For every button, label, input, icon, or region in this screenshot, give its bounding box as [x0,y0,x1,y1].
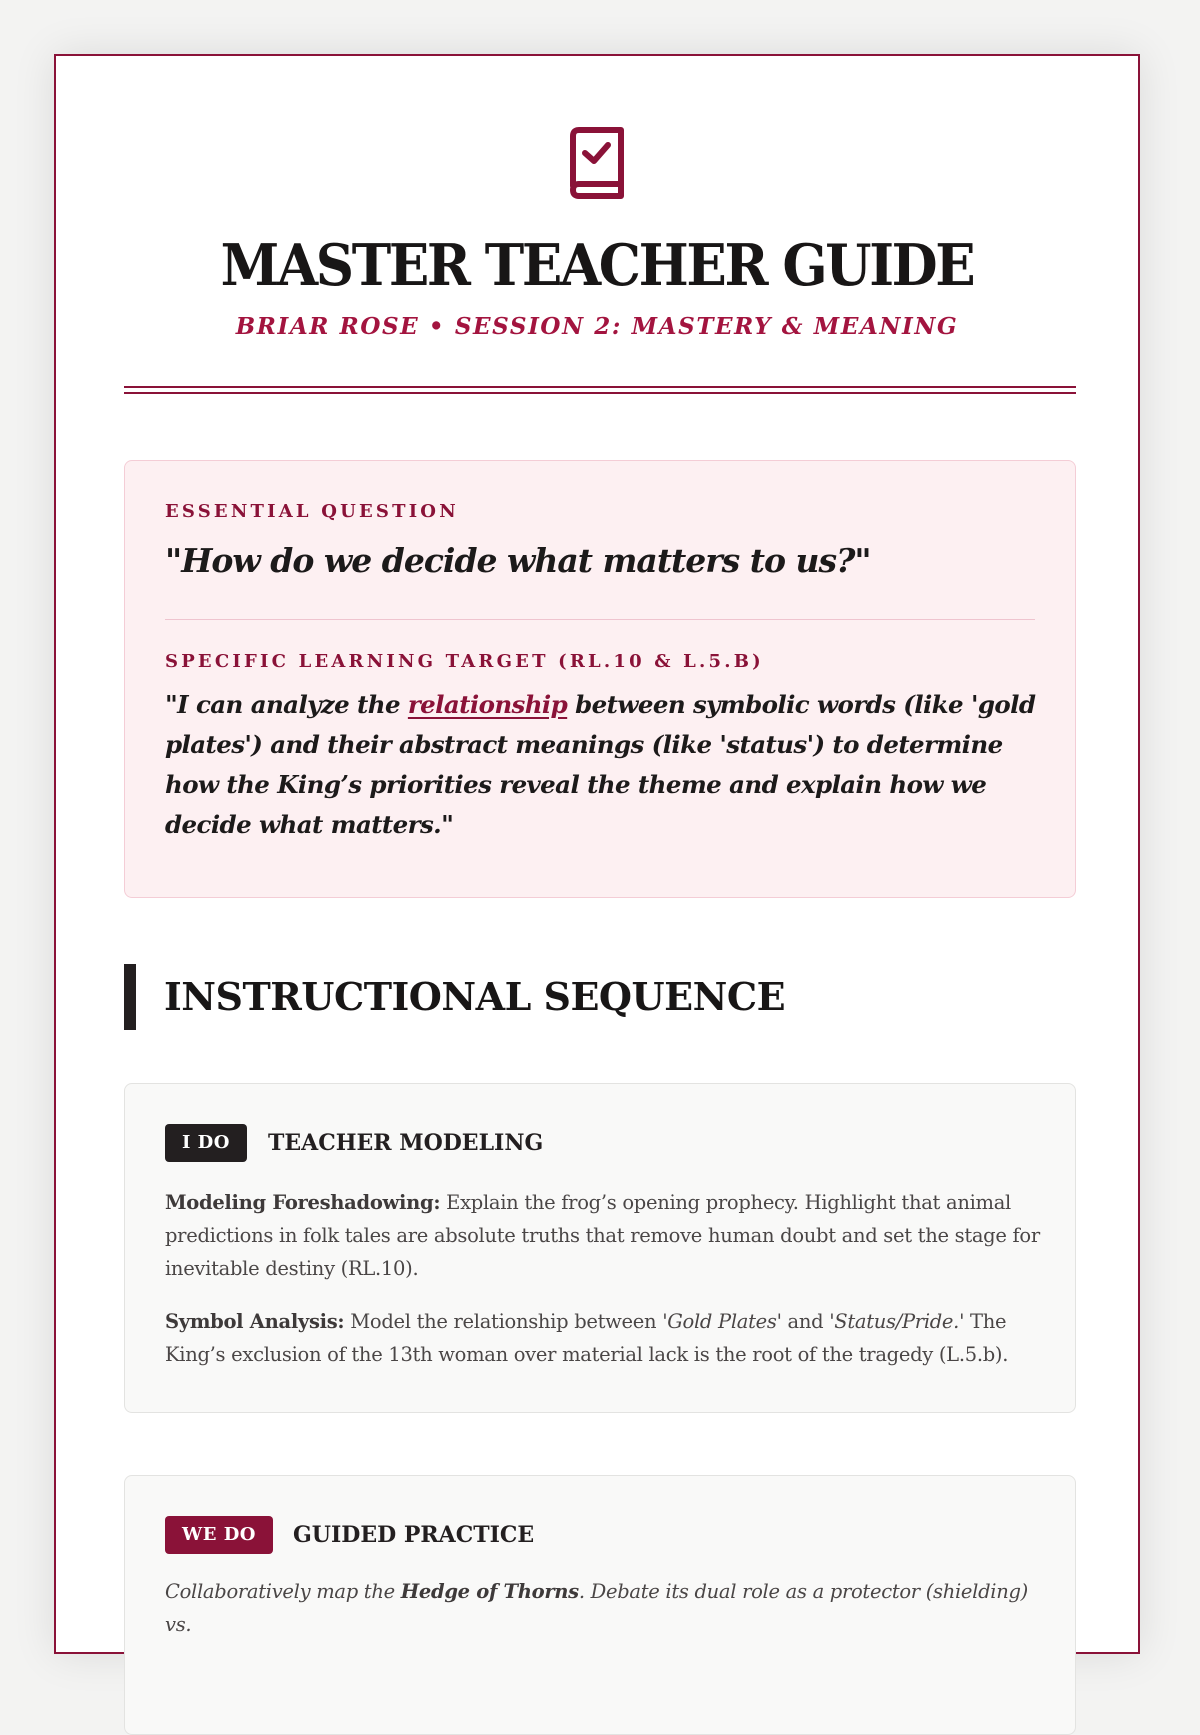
we-do-badge: WE DO [165,1516,273,1554]
target-emphasis: relationship [407,690,568,719]
section-title: INSTRUCTIONAL SEQUENCE [164,974,786,1019]
page-subtitle: BRIAR ROSE • SESSION 2: MASTERY & MEANING [235,313,959,340]
guide-page [54,54,1140,1654]
paragraph-text: and [781,1310,830,1333]
essential-question-label: ESSENTIAL QUESTION [165,501,459,522]
modeling-foreshadowing-paragraph [165,1186,1045,1285]
symbol-analysis-paragraph [165,1305,1045,1371]
essential-question-text: "How do we decide what matters to us?" [165,541,871,580]
header-divider [124,386,1076,394]
paragraph-emphasis: 'Gold Plates' [662,1310,782,1333]
page-title: MASTER TEACHER GUIDE [220,232,974,299]
paragraph-text: Collaboratively map the [165,1580,401,1603]
paragraph-lead: Symbol Analysis: [165,1310,345,1333]
learning-target-label: SPECIFIC LEARNING TARGET (RL.10 & L.5.B) [165,651,764,672]
paragraph-emphasis: 'Status/Pride.' [829,1310,965,1333]
paragraph-strong: Hedge of Thorns [400,1580,579,1603]
target-text-after: between symbolic words (like 'gold plates') and their abstract meanings (like 'status') to determine how the King’s priorities reveal the theme and explain how we decide what matters." [165,690,1036,839]
paragraph-text: Explain the frog’s opening prophecy. Highlight that animal predictions in folk tales are absolute truths that remove human doubt and set the stage for inevitable destiny (RL.10). [165,1191,1040,1280]
i-do-badge: I DO [165,1124,247,1162]
paragraph-text: . Debate its dual role as a protector (shielding) vs. [165,1580,1028,1636]
i-do-card [124,1083,1076,1413]
we-do-card [124,1475,1076,1735]
i-do-title: TEACHER MODELING [268,1130,544,1156]
paragraph-text: Model the relationship between [344,1310,663,1333]
essential-question-box [124,460,1076,898]
paragraph-text: The King’s exclusion of the 13th woman over material lack is the root of the tragedy (L.5.b). [165,1310,1009,1366]
paragraph-lead: Modeling Foreshadowing: [165,1191,441,1214]
guided-practice-paragraph [165,1575,1045,1641]
book-check-icon [56,126,1138,202]
box-divider [165,619,1035,620]
we-do-title: GUIDED PRACTICE [293,1522,535,1548]
target-text-before: "I can analyze the [165,690,408,719]
section-accent-bar [124,964,136,1030]
learning-target-text [165,685,1045,845]
